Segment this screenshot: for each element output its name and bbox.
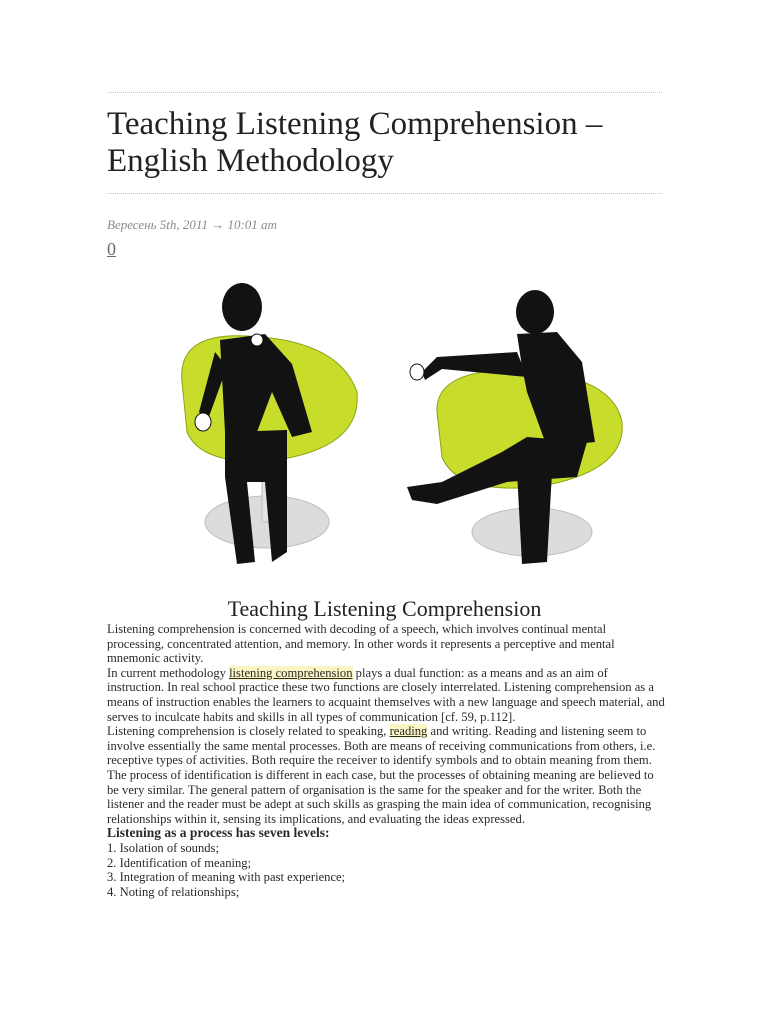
two-men-in-chairs-illustration (107, 272, 662, 572)
section-heading: Teaching Listening Comprehension (227, 596, 542, 621)
reading-link[interactable]: reading (389, 724, 428, 739)
listening-comprehension-link[interactable]: listening comprehension (229, 665, 353, 680)
article-body (107, 622, 665, 899)
paragraph-relation-reading: Listening comprehension is closely related to speaking, reading and writing. Reading and listening seem to involve essentially the same mental processes. Both are means of receiving communications from others, i.e. receptive types of activities. Both require the receiver to identify symbols and to obtain meaning from them. The process of identification is different in each case, but the processes of obtaining meaning are believed to be very similar. The general pattern of organisation is the same for the speaker and for the writer. Both the listener and the reader must be adept at such skills as grasping the main idea of communication, recognising relationships within it, sensing its implications, and evaluating the ideas expressed. (107, 724, 656, 826)
title-divider (107, 193, 662, 194)
level-item: 2. Identification of meaning; (107, 855, 252, 870)
article-title: Teaching Listening Comprehension – English Methodology (107, 106, 603, 179)
levels-heading: Listening as a process has seven levels: (107, 825, 330, 841)
post-date: Вересень 5th, 2011 → 10:01 am (107, 217, 277, 232)
top-divider (107, 92, 662, 93)
level-item: 3. Integration of meaning with past experience; (107, 870, 346, 885)
paragraph-definition: Listening comprehension is concerned with decoding of a speech, which involves continual mental processing, concentrated attention, and memory. In other words it represents a perceptive and mental mnemonic activity. (107, 622, 615, 666)
level-item: 1. Isolation of sounds; (107, 840, 219, 855)
paragraph-dual-function: In current methodology listening comprehension plays a dual function: as a means and as an aim of instruction. In real school practice these two functions are closely interrelated. Listening comprehension as a means of instruction enables the learners to acquaint themselves with a new language and speech material, and serves to inculcate habits and skills in all types of communication [cf. 59, p.112]. (107, 665, 665, 724)
level-item: 4. Noting of relationships; (107, 884, 240, 899)
comment-count-link[interactable]: 0 (107, 239, 116, 259)
